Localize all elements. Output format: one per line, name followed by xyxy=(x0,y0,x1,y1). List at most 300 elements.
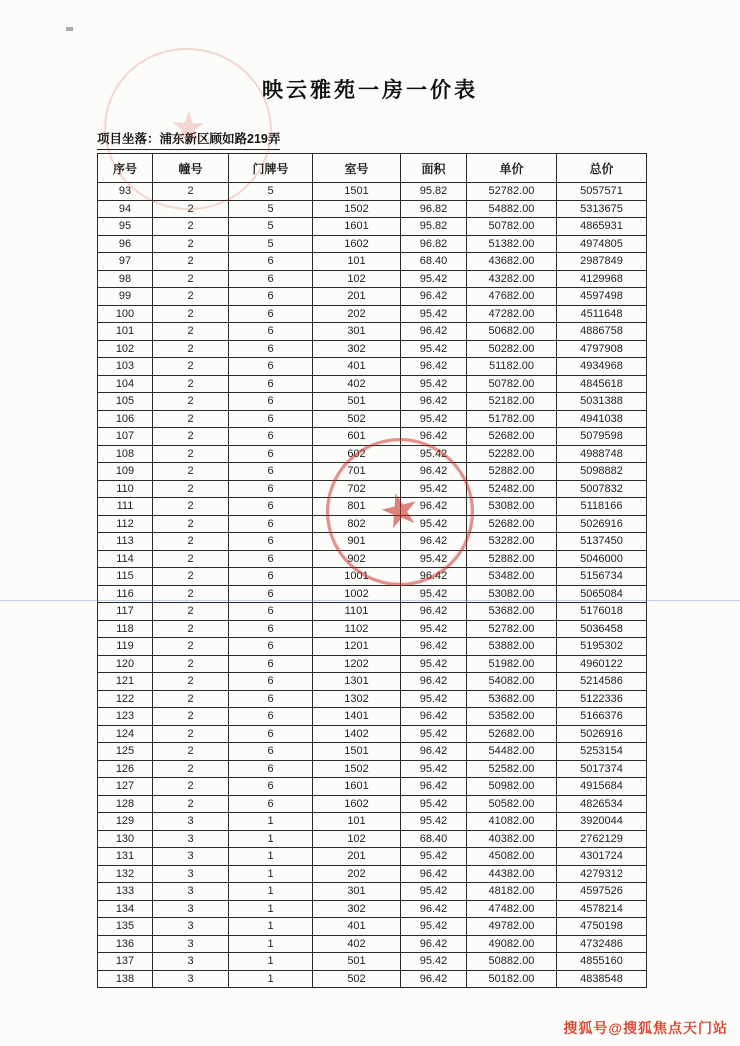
table-cell: 50582.00 xyxy=(467,795,557,813)
table-cell: 2 xyxy=(153,760,229,778)
table-cell: 4960122 xyxy=(557,655,647,673)
table-row xyxy=(98,305,647,323)
table-cell: 96.42 xyxy=(401,533,467,551)
table-cell: 4578214 xyxy=(557,900,647,918)
table-row xyxy=(98,498,647,516)
table-cell: 4511648 xyxy=(557,305,647,323)
table-cell: 95.42 xyxy=(401,795,467,813)
table-row xyxy=(98,445,647,463)
table-cell: 3920044 xyxy=(557,813,647,831)
table-cell: 4597498 xyxy=(557,288,647,306)
table-cell: 53082.00 xyxy=(467,498,557,516)
table-cell: 3 xyxy=(153,900,229,918)
table-cell: 43682.00 xyxy=(467,253,557,271)
table-cell: 95.42 xyxy=(401,953,467,971)
table-row xyxy=(98,900,647,918)
table-cell: 2987849 xyxy=(557,253,647,271)
table-cell: 52882.00 xyxy=(467,550,557,568)
table-cell: 1502 xyxy=(313,760,401,778)
table-cell: 5118166 xyxy=(557,498,647,516)
table-cell: 96.42 xyxy=(401,865,467,883)
table-cell: 2 xyxy=(153,288,229,306)
table-cell: 96.42 xyxy=(401,358,467,376)
table-cell: 96.42 xyxy=(401,463,467,481)
table-row xyxy=(98,638,647,656)
table-cell: 2 xyxy=(153,305,229,323)
table-cell: 6 xyxy=(229,253,313,271)
table-cell: 47482.00 xyxy=(467,900,557,918)
page-title: 映云雅苑一房一价表 xyxy=(262,79,478,102)
table-cell: 2 xyxy=(153,340,229,358)
table-cell: 96.82 xyxy=(401,235,467,253)
table-cell: 6 xyxy=(229,743,313,761)
table-cell: 130 xyxy=(98,830,153,848)
table-cell: 96.42 xyxy=(401,288,467,306)
table-cell: 1101 xyxy=(313,603,401,621)
table-cell: 125 xyxy=(98,743,153,761)
table-cell: 96.42 xyxy=(401,743,467,761)
table-cell: 401 xyxy=(313,358,401,376)
table-cell: 4845618 xyxy=(557,375,647,393)
table-cell: 116 xyxy=(98,585,153,603)
table-cell: 128 xyxy=(98,795,153,813)
table-cell: 702 xyxy=(313,480,401,498)
table-row xyxy=(98,288,647,306)
table-cell: 6 xyxy=(229,323,313,341)
table-cell: 52182.00 xyxy=(467,393,557,411)
table-cell: 122 xyxy=(98,690,153,708)
table-cell: 123 xyxy=(98,708,153,726)
table-cell: 2 xyxy=(153,270,229,288)
table-cell: 95.42 xyxy=(401,585,467,603)
table-cell: 95.42 xyxy=(401,340,467,358)
table-cell: 93 xyxy=(98,183,153,201)
table-cell: 501 xyxy=(313,393,401,411)
table-cell: 6 xyxy=(229,690,313,708)
table-cell: 5 xyxy=(229,200,313,218)
table-row xyxy=(98,358,647,376)
table-cell: 1501 xyxy=(313,743,401,761)
table-cell: 4750198 xyxy=(557,918,647,936)
table-cell: 6 xyxy=(229,358,313,376)
table-cell: 802 xyxy=(313,515,401,533)
project-location-label: 项目坐落：浦东新区顾如路219弄 xyxy=(97,129,280,150)
table-cell: 4129968 xyxy=(557,270,647,288)
table-cell: 5166376 xyxy=(557,708,647,726)
table-cell: 53082.00 xyxy=(467,585,557,603)
table-cell: 96.42 xyxy=(401,935,467,953)
table-row xyxy=(98,603,647,621)
table-cell: 3 xyxy=(153,970,229,988)
table-cell: 901 xyxy=(313,533,401,551)
table-cell: 2 xyxy=(153,218,229,236)
table-cell: 2 xyxy=(153,200,229,218)
table-cell: 126 xyxy=(98,760,153,778)
table-cell: 202 xyxy=(313,305,401,323)
table-cell: 96.42 xyxy=(401,393,467,411)
table-row xyxy=(98,235,647,253)
table-row xyxy=(98,813,647,831)
table-cell: 1 xyxy=(229,813,313,831)
table-cell: 4855160 xyxy=(557,953,647,971)
table-cell: 50682.00 xyxy=(467,323,557,341)
table-row xyxy=(98,865,647,883)
table-cell: 4974805 xyxy=(557,235,647,253)
table-row xyxy=(98,410,647,428)
table-cell: 95.42 xyxy=(401,515,467,533)
table-row xyxy=(98,760,647,778)
price-table xyxy=(97,153,647,988)
table-row xyxy=(98,480,647,498)
table-cell: 95.42 xyxy=(401,813,467,831)
table-row xyxy=(98,830,647,848)
table-cell: 96.82 xyxy=(401,200,467,218)
table-cell: 51782.00 xyxy=(467,410,557,428)
table-cell: 137 xyxy=(98,953,153,971)
table-cell: 602 xyxy=(313,445,401,463)
column-header: 序号 xyxy=(98,154,153,183)
table-cell: 52682.00 xyxy=(467,515,557,533)
table-cell: 96.42 xyxy=(401,673,467,691)
table-cell: 301 xyxy=(313,883,401,901)
table-row xyxy=(98,270,647,288)
table-cell: 135 xyxy=(98,918,153,936)
table-cell: 52482.00 xyxy=(467,480,557,498)
table-cell: 54082.00 xyxy=(467,673,557,691)
table-cell: 99 xyxy=(98,288,153,306)
table-cell: 50982.00 xyxy=(467,778,557,796)
table-cell: 1601 xyxy=(313,778,401,796)
table-cell: 2 xyxy=(153,393,229,411)
table-cell: 6 xyxy=(229,585,313,603)
table-row xyxy=(98,655,647,673)
table-cell: 5156734 xyxy=(557,568,647,586)
table-cell: 5036458 xyxy=(557,620,647,638)
table-cell: 95.42 xyxy=(401,655,467,673)
table-cell: 102 xyxy=(313,830,401,848)
table-cell: 2 xyxy=(153,690,229,708)
table-cell: 95.42 xyxy=(401,725,467,743)
table-cell: 95.42 xyxy=(401,305,467,323)
table-cell: 134 xyxy=(98,900,153,918)
table-cell: 95.42 xyxy=(401,270,467,288)
table-cell: 96.42 xyxy=(401,428,467,446)
table-cell: 101 xyxy=(313,253,401,271)
table-cell: 95.42 xyxy=(401,620,467,638)
table-cell: 112 xyxy=(98,515,153,533)
table-cell: 117 xyxy=(98,603,153,621)
table-row xyxy=(98,183,647,201)
table-cell: 129 xyxy=(98,813,153,831)
table-cell: 109 xyxy=(98,463,153,481)
table-cell: 202 xyxy=(313,865,401,883)
table-cell: 52782.00 xyxy=(467,183,557,201)
table-cell: 6 xyxy=(229,655,313,673)
table-cell: 2 xyxy=(153,515,229,533)
table-cell: 2 xyxy=(153,253,229,271)
table-cell: 96.42 xyxy=(401,900,467,918)
table-cell: 701 xyxy=(313,463,401,481)
table-cell: 6 xyxy=(229,375,313,393)
table-cell: 121 xyxy=(98,673,153,691)
table-cell: 1 xyxy=(229,953,313,971)
table-cell: 52582.00 xyxy=(467,760,557,778)
table-cell: 6 xyxy=(229,620,313,638)
table-cell: 201 xyxy=(313,848,401,866)
table-row xyxy=(98,883,647,901)
table-row xyxy=(98,953,647,971)
table-cell: 6 xyxy=(229,270,313,288)
table-cell: 6 xyxy=(229,340,313,358)
table-cell: 49782.00 xyxy=(467,918,557,936)
table-cell: 1602 xyxy=(313,795,401,813)
table-cell: 53482.00 xyxy=(467,568,557,586)
table-cell: 502 xyxy=(313,410,401,428)
table-cell: 402 xyxy=(313,375,401,393)
table-cell: 2 xyxy=(153,445,229,463)
column-header: 门牌号 xyxy=(229,154,313,183)
table-cell: 2 xyxy=(153,428,229,446)
table-cell: 106 xyxy=(98,410,153,428)
table-cell: 6 xyxy=(229,393,313,411)
table-cell: 6 xyxy=(229,550,313,568)
table-cell: 50282.00 xyxy=(467,340,557,358)
table-cell: 401 xyxy=(313,918,401,936)
table-cell: 41082.00 xyxy=(467,813,557,831)
table-cell: 53282.00 xyxy=(467,533,557,551)
table-cell: 2 xyxy=(153,743,229,761)
table-cell: 2 xyxy=(153,358,229,376)
table-cell: 201 xyxy=(313,288,401,306)
table-cell: 5026916 xyxy=(557,725,647,743)
table-row xyxy=(98,393,647,411)
column-header: 单价 xyxy=(467,154,557,183)
table-cell: 302 xyxy=(313,340,401,358)
table-cell: 4988748 xyxy=(557,445,647,463)
table-row xyxy=(98,515,647,533)
table-cell: 1 xyxy=(229,865,313,883)
table-cell: 52282.00 xyxy=(467,445,557,463)
table-cell: 4797908 xyxy=(557,340,647,358)
table-cell: 102 xyxy=(98,340,153,358)
table-cell: 5 xyxy=(229,235,313,253)
price-table-container xyxy=(97,153,647,988)
table-cell: 2 xyxy=(153,585,229,603)
table-cell: 1 xyxy=(229,935,313,953)
table-cell: 108 xyxy=(98,445,153,463)
table-cell: 133 xyxy=(98,883,153,901)
table-cell: 132 xyxy=(98,865,153,883)
table-cell: 52882.00 xyxy=(467,463,557,481)
table-cell: 95.42 xyxy=(401,760,467,778)
table-cell: 1502 xyxy=(313,200,401,218)
table-cell: 4301724 xyxy=(557,848,647,866)
table-cell: 54882.00 xyxy=(467,200,557,218)
table-cell: 5176018 xyxy=(557,603,647,621)
table-cell: 68.40 xyxy=(401,253,467,271)
table-row xyxy=(98,340,647,358)
table-cell: 95.42 xyxy=(401,690,467,708)
table-cell: 96.42 xyxy=(401,708,467,726)
table-cell: 44382.00 xyxy=(467,865,557,883)
table-row xyxy=(98,620,647,638)
table-cell: 5122336 xyxy=(557,690,647,708)
table-cell: 5017374 xyxy=(557,760,647,778)
table-cell: 1402 xyxy=(313,725,401,743)
table-cell: 96.42 xyxy=(401,603,467,621)
table-cell: 2 xyxy=(153,655,229,673)
table-cell: 1 xyxy=(229,848,313,866)
table-cell: 2 xyxy=(153,638,229,656)
table-cell: 2 xyxy=(153,323,229,341)
table-cell: 2 xyxy=(153,533,229,551)
table-row xyxy=(98,200,647,218)
column-header: 室号 xyxy=(313,154,401,183)
table-cell: 4934968 xyxy=(557,358,647,376)
table-cell: 6 xyxy=(229,778,313,796)
table-cell: 51982.00 xyxy=(467,655,557,673)
table-cell: 95.42 xyxy=(401,375,467,393)
table-cell: 50882.00 xyxy=(467,953,557,971)
table-cell: 3 xyxy=(153,848,229,866)
table-cell: 4941038 xyxy=(557,410,647,428)
table-cell: 5079598 xyxy=(557,428,647,446)
table-cell: 119 xyxy=(98,638,153,656)
table-cell: 96.42 xyxy=(401,778,467,796)
table-cell: 115 xyxy=(98,568,153,586)
table-cell: 51382.00 xyxy=(467,235,557,253)
table-cell: 118 xyxy=(98,620,153,638)
table-cell: 95.42 xyxy=(401,445,467,463)
table-cell: 95.82 xyxy=(401,218,467,236)
table-cell: 1202 xyxy=(313,655,401,673)
table-cell: 51182.00 xyxy=(467,358,557,376)
table-cell: 96 xyxy=(98,235,153,253)
table-row xyxy=(98,463,647,481)
table-cell: 102 xyxy=(313,270,401,288)
table-cell: 6 xyxy=(229,305,313,323)
table-cell: 1001 xyxy=(313,568,401,586)
table-cell: 107 xyxy=(98,428,153,446)
table-cell: 45082.00 xyxy=(467,848,557,866)
table-row xyxy=(98,778,647,796)
price-table-header-row xyxy=(98,154,647,183)
table-cell: 1102 xyxy=(313,620,401,638)
table-cell: 6 xyxy=(229,568,313,586)
table-cell: 4826534 xyxy=(557,795,647,813)
table-cell: 6 xyxy=(229,638,313,656)
table-cell: 54482.00 xyxy=(467,743,557,761)
source-watermark: 搜狐号@搜狐焦点天门站 xyxy=(563,1020,728,1036)
table-cell: 96.42 xyxy=(401,568,467,586)
table-cell: 5098882 xyxy=(557,463,647,481)
table-cell: 2 xyxy=(153,463,229,481)
table-cell: 6 xyxy=(229,498,313,516)
table-cell: 127 xyxy=(98,778,153,796)
table-cell: 2 xyxy=(153,568,229,586)
table-row xyxy=(98,253,647,271)
table-cell: 5065084 xyxy=(557,585,647,603)
table-cell: 5031388 xyxy=(557,393,647,411)
table-row xyxy=(98,970,647,988)
table-cell: 502 xyxy=(313,970,401,988)
table-row xyxy=(98,568,647,586)
table-row xyxy=(98,918,647,936)
table-cell: 52782.00 xyxy=(467,620,557,638)
table-cell: 1302 xyxy=(313,690,401,708)
table-cell: 95 xyxy=(98,218,153,236)
table-cell: 4865931 xyxy=(557,218,647,236)
table-cell: 100 xyxy=(98,305,153,323)
table-cell: 2 xyxy=(153,410,229,428)
table-cell: 5214586 xyxy=(557,673,647,691)
table-cell: 52682.00 xyxy=(467,428,557,446)
scan-artifact-mark xyxy=(66,27,73,31)
table-row xyxy=(98,708,647,726)
table-row xyxy=(98,323,647,341)
table-cell: 95.82 xyxy=(401,183,467,201)
table-cell: 53682.00 xyxy=(467,690,557,708)
table-cell: 2 xyxy=(153,795,229,813)
table-cell: 4732486 xyxy=(557,935,647,953)
table-cell: 2762129 xyxy=(557,830,647,848)
table-cell: 101 xyxy=(98,323,153,341)
table-cell: 98 xyxy=(98,270,153,288)
table-cell: 50782.00 xyxy=(467,218,557,236)
table-cell: 40382.00 xyxy=(467,830,557,848)
table-cell: 95.42 xyxy=(401,550,467,568)
table-cell: 1 xyxy=(229,970,313,988)
table-cell: 113 xyxy=(98,533,153,551)
table-cell: 6 xyxy=(229,533,313,551)
table-cell: 131 xyxy=(98,848,153,866)
table-cell: 49082.00 xyxy=(467,935,557,953)
table-cell: 5007832 xyxy=(557,480,647,498)
table-cell: 120 xyxy=(98,655,153,673)
table-cell: 53582.00 xyxy=(467,708,557,726)
table-cell: 6 xyxy=(229,795,313,813)
table-cell: 111 xyxy=(98,498,153,516)
table-cell: 95.42 xyxy=(401,918,467,936)
table-cell: 103 xyxy=(98,358,153,376)
table-cell: 3 xyxy=(153,813,229,831)
table-cell: 2 xyxy=(153,480,229,498)
table-row xyxy=(98,673,647,691)
table-cell: 6 xyxy=(229,725,313,743)
table-cell: 52682.00 xyxy=(467,725,557,743)
table-cell: 3 xyxy=(153,953,229,971)
table-cell: 1 xyxy=(229,830,313,848)
table-cell: 50182.00 xyxy=(467,970,557,988)
table-cell: 5026916 xyxy=(557,515,647,533)
scan-artifact-line xyxy=(0,600,740,601)
table-cell: 110 xyxy=(98,480,153,498)
table-cell: 1201 xyxy=(313,638,401,656)
table-cell: 95.42 xyxy=(401,410,467,428)
table-cell: 5137450 xyxy=(557,533,647,551)
table-row xyxy=(98,550,647,568)
table-cell: 47682.00 xyxy=(467,288,557,306)
table-row xyxy=(98,690,647,708)
table-cell: 96.42 xyxy=(401,323,467,341)
table-cell: 6 xyxy=(229,288,313,306)
table-cell: 1602 xyxy=(313,235,401,253)
table-cell: 5046000 xyxy=(557,550,647,568)
table-cell: 1601 xyxy=(313,218,401,236)
table-row xyxy=(98,795,647,813)
table-cell: 402 xyxy=(313,935,401,953)
table-row xyxy=(98,935,647,953)
